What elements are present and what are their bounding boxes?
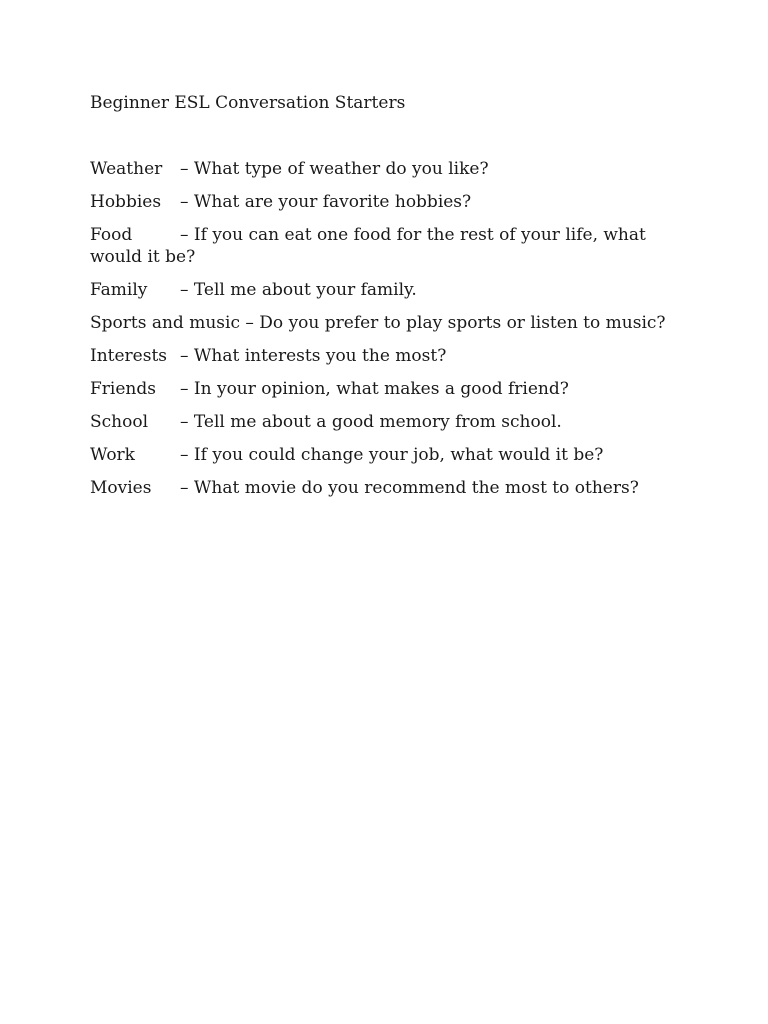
question-text: – In your opinion, what makes a good friend? [180,379,569,399]
list-item [90,279,680,301]
question-text: – What are your favorite hobbies? [180,192,472,212]
question-text: – What interests you the most? [180,346,447,366]
list-item [90,411,680,433]
question-text: – Tell me about your family. [180,280,417,300]
topic-label: Sports and music [90,313,240,333]
list-item [90,477,680,499]
question-text: – If you could change your job, what would it be? [180,445,604,465]
question-text: – Tell me about a good memory from school. [180,412,562,432]
list-item [90,444,680,466]
topic-label: Friends [90,379,156,399]
conversation-starter-list [90,158,680,510]
document-title: Beginner ESL Conversation Starters [90,93,406,113]
topic-label: Food [90,225,133,245]
question-text: – What type of weather do you like? [180,159,489,179]
list-item [90,312,680,334]
topic-label: Movies [90,478,152,498]
topic-label: Work [90,445,135,465]
question-text: – What movie do you recommend the most to others? [180,478,639,498]
topic-label: School [90,412,149,432]
list-item [90,158,680,180]
list-item [90,378,680,400]
question-text: – If you can eat one food for the rest of your life, what would it be? [90,225,646,267]
list-item [90,191,680,213]
topic-label: Family [90,280,148,300]
topic-label: Weather [90,159,163,179]
question-text: – Do you prefer to play sports or listen to music? [245,313,666,333]
topic-label: Hobbies [90,192,162,212]
topic-label: Interests [90,346,168,366]
list-item [90,345,680,367]
list-item [90,224,680,268]
